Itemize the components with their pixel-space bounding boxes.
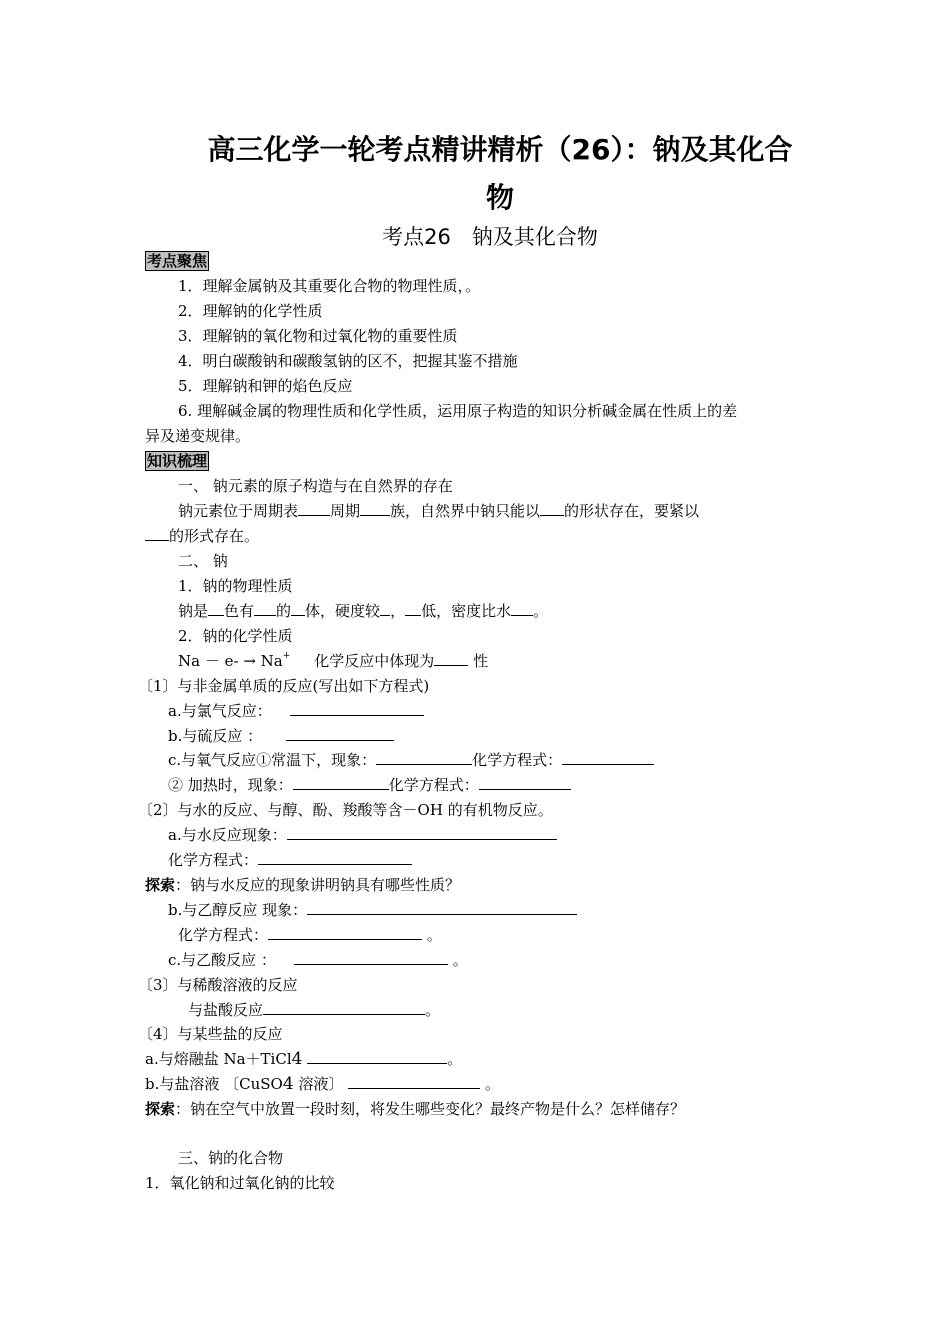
section-label-knowledge: 知识梳理 bbox=[147, 452, 208, 470]
reaction2-a-equation bbox=[168, 850, 412, 870]
blank bbox=[348, 1074, 480, 1089]
text: 低，密度比水 bbox=[421, 602, 512, 620]
text: a.与熔融盐 Na＋TiCl bbox=[145, 1050, 292, 1068]
text: 。 bbox=[447, 1050, 463, 1068]
text: 钠是 bbox=[178, 602, 209, 620]
reaction1-d bbox=[168, 775, 571, 795]
part3-heading: 三、钠的化合物 bbox=[178, 1149, 284, 1167]
focus-item-1: 1．理解金属钠及其重要化合物的物理性质，。 bbox=[178, 277, 481, 295]
text: 。 bbox=[452, 951, 468, 969]
blank bbox=[405, 601, 421, 616]
blank bbox=[360, 501, 390, 516]
blank bbox=[263, 1000, 425, 1015]
reaction2-b bbox=[168, 900, 577, 920]
physical-properties-heading: 1．钠的物理性质 bbox=[178, 577, 293, 595]
reaction4-b bbox=[145, 1074, 500, 1094]
text: 化学方程式： bbox=[388, 776, 479, 794]
explore-2 bbox=[145, 1099, 685, 1119]
blank bbox=[291, 601, 305, 616]
focus-item-4: 4．明白碳酸钠和碳酸氢钠的区不，把握其鉴不措施 bbox=[178, 352, 518, 370]
blank bbox=[562, 750, 654, 765]
reaction2-c bbox=[168, 950, 468, 970]
text: ：钠与水反应的现象讲明钠具有哪些性质？ bbox=[175, 876, 461, 894]
text: ② 加热时，现象： bbox=[168, 776, 293, 794]
text: 的形状存在，要紧以 bbox=[564, 502, 700, 520]
focus-item-6-cont: 异及递变规律。 bbox=[145, 427, 251, 445]
text: ， bbox=[390, 602, 406, 620]
text: b.与硫反应 ： bbox=[168, 727, 263, 745]
text: 化学方程式： bbox=[178, 926, 269, 944]
part3-item-1: 1．氧化钠和过氧化钠的比较 bbox=[145, 1174, 335, 1192]
reaction1-a bbox=[168, 701, 424, 721]
text: 。 bbox=[533, 602, 549, 620]
blank bbox=[254, 601, 276, 616]
reaction1-b bbox=[168, 726, 394, 746]
reaction2-heading: 〔2〕与水的反应、与醇、酚、羧酸等含－OH 的有机物反应。 bbox=[138, 801, 553, 819]
superscript: + bbox=[282, 651, 291, 661]
text: 。 bbox=[425, 1001, 441, 1019]
blank bbox=[540, 501, 564, 516]
blank bbox=[380, 601, 390, 616]
text: 周期 bbox=[330, 502, 361, 520]
text: 化学方程式： bbox=[168, 851, 259, 869]
chemical-properties-heading: 2．钠的化学性质 bbox=[178, 627, 293, 645]
blank bbox=[208, 601, 224, 616]
text: 钠元素位于周期表 bbox=[178, 502, 299, 520]
part1-heading: 一、 钠元素的原子构造与在自然界的存在 bbox=[178, 477, 453, 495]
reaction3-a bbox=[188, 1000, 440, 1020]
blank bbox=[307, 900, 577, 915]
text: b.与乙醇反应 现象： bbox=[168, 901, 308, 919]
reaction3-heading: 〔3〕与稀酸溶液的反应 bbox=[138, 976, 298, 994]
blank bbox=[298, 501, 330, 516]
text: 族，自然界中钠只能以 bbox=[390, 502, 541, 520]
text: 色有 bbox=[224, 602, 255, 620]
text: b.与盐溶液 〔CuSO bbox=[145, 1075, 283, 1093]
text: 与盐酸反应 bbox=[188, 1001, 264, 1019]
subscript: 4 bbox=[282, 1074, 294, 1094]
text: c.与乙酸反应 ： bbox=[168, 951, 276, 969]
text: 化学方程式： bbox=[472, 751, 563, 769]
text: Na － e- → Na bbox=[178, 652, 283, 670]
reaction4-a bbox=[145, 1049, 462, 1069]
blank bbox=[511, 601, 533, 616]
explore-1 bbox=[145, 875, 460, 895]
reaction2-b-equation bbox=[178, 925, 442, 945]
text: c.与氧气反应①常温下，现象： bbox=[168, 751, 377, 769]
blank bbox=[286, 726, 394, 741]
page-subtitle: 考点26 钠及其化合物 bbox=[382, 225, 598, 249]
text: 的形式存在。 bbox=[169, 527, 260, 545]
reaction4-heading: 〔4〕与某些盐的反应 bbox=[138, 1025, 283, 1043]
explore-label: 探索 bbox=[145, 1100, 176, 1118]
reaction1-c bbox=[168, 750, 654, 770]
text: 。 bbox=[426, 926, 442, 944]
section-heading-focus bbox=[145, 251, 209, 271]
text: ：钠在空气中放置一段时刻，将发生哪些变化？最终产物是什么？怎样储存？ bbox=[175, 1100, 686, 1118]
text: a.与氯气反应： bbox=[168, 702, 272, 720]
ionization-equation bbox=[178, 651, 488, 671]
text: a.与水反应现象： bbox=[168, 826, 287, 844]
blank bbox=[376, 750, 472, 765]
text: 体，硬度较 bbox=[305, 602, 381, 620]
blank bbox=[258, 850, 412, 865]
page-title-line2: 物 bbox=[485, 181, 514, 214]
text: 溶液〕 bbox=[293, 1075, 344, 1093]
blank bbox=[268, 925, 422, 940]
blank bbox=[307, 1049, 447, 1064]
reaction1-heading: 〔1〕与非金属单质的反应(写出如下方程式) bbox=[138, 677, 430, 695]
subscript: 4 bbox=[291, 1049, 303, 1069]
focus-item-2: 2．理解钠的化学性质 bbox=[178, 302, 323, 320]
blank bbox=[290, 701, 424, 716]
blank bbox=[145, 526, 169, 541]
part2-heading: 二、 钠 bbox=[178, 552, 228, 570]
blank bbox=[287, 825, 557, 840]
part1-line1 bbox=[178, 501, 699, 521]
page-title-line1: 高三化学一轮考点精讲精析（26）：钠及其化合 bbox=[207, 133, 793, 166]
text: 性 bbox=[473, 652, 489, 670]
blank bbox=[434, 651, 468, 666]
part1-line2 bbox=[145, 526, 259, 546]
physical-properties-line bbox=[178, 601, 548, 621]
explore-label: 探索 bbox=[145, 876, 176, 894]
focus-item-3: 3．理解钠的氧化物和过氧化物的重要性质 bbox=[178, 327, 458, 345]
focus-item-6: 6. 理解碱金属的物理性质和化学性质，运用原子构造的知识分析碱金属在性质上的差 bbox=[178, 402, 738, 420]
focus-item-5: 5．理解钠和钾的焰色反应 bbox=[178, 377, 353, 395]
section-label-focus: 考点聚焦 bbox=[147, 252, 208, 270]
text: 的 bbox=[276, 602, 292, 620]
text: 。 bbox=[485, 1075, 501, 1093]
blank bbox=[293, 775, 389, 790]
text: 化学反应中体现为 bbox=[314, 652, 435, 670]
reaction2-a bbox=[168, 825, 557, 845]
section-heading-knowledge bbox=[145, 451, 209, 471]
blank bbox=[294, 950, 448, 965]
blank bbox=[479, 775, 571, 790]
